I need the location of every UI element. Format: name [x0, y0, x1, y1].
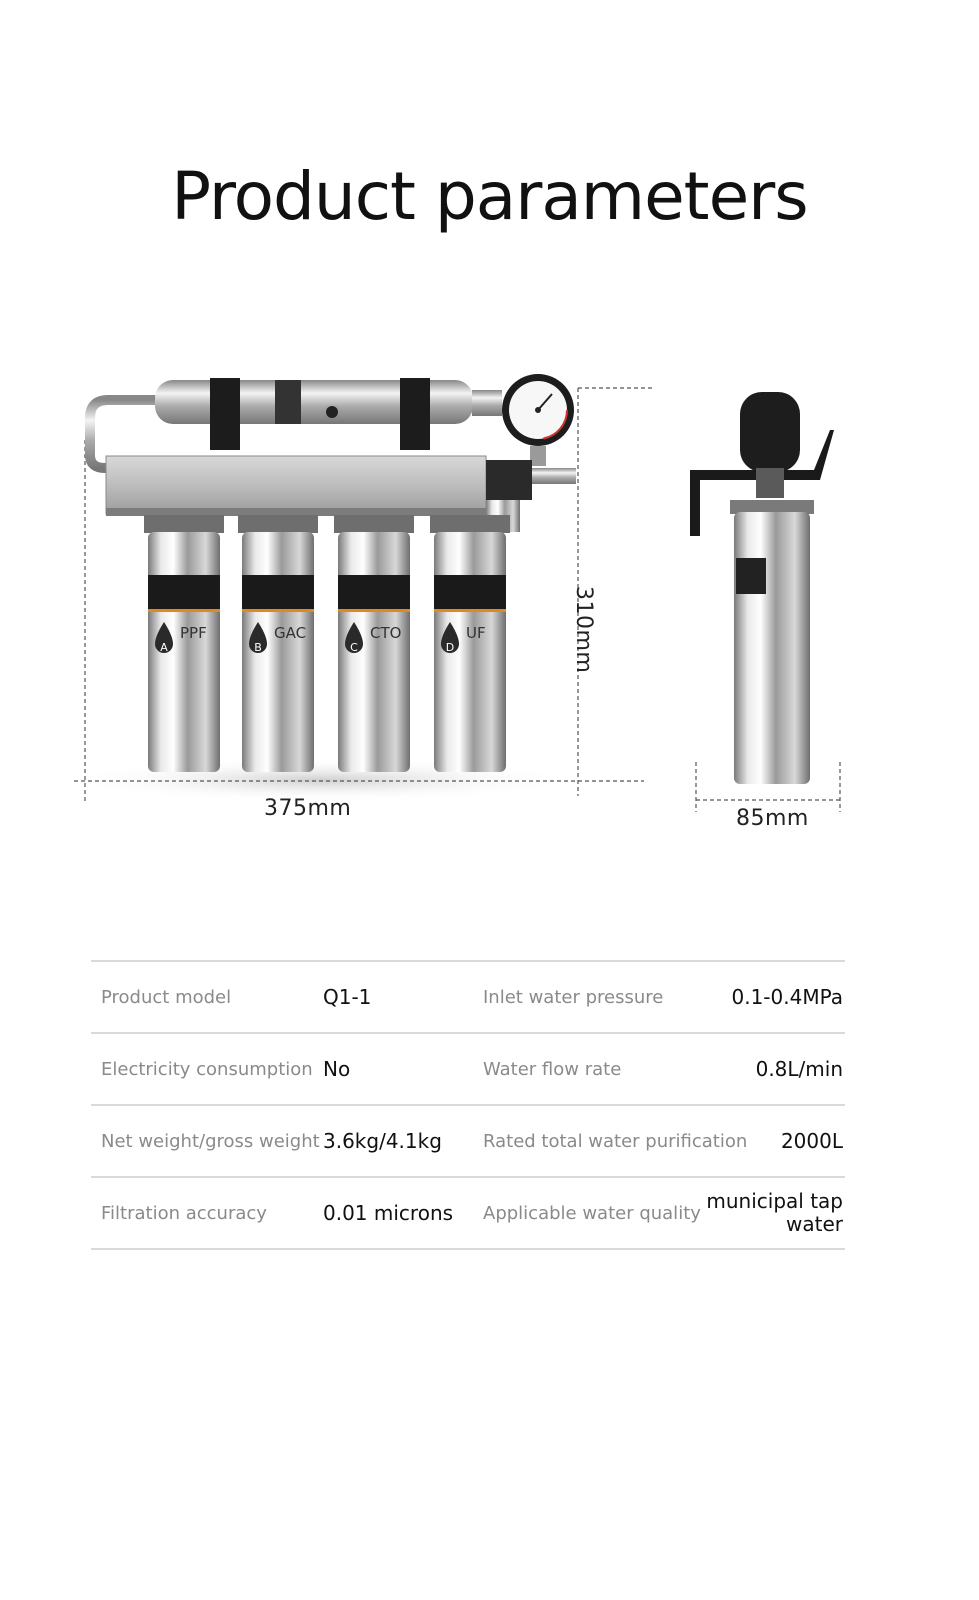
- filter-code: PPF: [180, 624, 207, 642]
- height-dimension: 310mm: [571, 586, 596, 674]
- spec-value: 0.1-0.4MPa: [731, 984, 843, 1009]
- spec-value: 3.6kg/4.1kg: [323, 1129, 442, 1153]
- side-view-unit: [690, 392, 834, 784]
- filter-letter: C: [350, 641, 358, 654]
- width-dimension: 375mm: [264, 796, 352, 821]
- filter-letter: B: [254, 641, 262, 654]
- spec-label: Electricity consumption: [101, 1058, 313, 1080]
- filter-letter: A: [160, 641, 168, 654]
- spec-value: Q1-1: [323, 985, 372, 1009]
- spec-value: 0.8L/min: [755, 1056, 843, 1081]
- spec-value: 2000L: [780, 1128, 843, 1153]
- spec-value: No: [323, 1057, 351, 1081]
- spec-table: [91, 960, 845, 1250]
- spec-label: Product model: [101, 986, 232, 1008]
- manifold-plate: [106, 456, 486, 514]
- spec-label: Inlet water pressure: [483, 986, 664, 1008]
- table-row: [91, 961, 845, 1033]
- valve-block: [486, 460, 532, 500]
- filter-code: CTO: [370, 624, 402, 642]
- spec-value: municipal tap water: [706, 1189, 843, 1236]
- spec-label: Filtration accuracy: [101, 1202, 267, 1224]
- table-row: [91, 1033, 845, 1105]
- spec-label: Net weight/gross weight: [101, 1130, 320, 1152]
- filter-letter: D: [445, 641, 455, 654]
- spec-label: Applicable water quality: [483, 1202, 701, 1224]
- table-row: [91, 1105, 845, 1177]
- spec-value: 0.01 microns: [323, 1201, 454, 1225]
- depth-dimension: 85mm: [736, 806, 809, 831]
- page-title: Product parameters: [171, 158, 808, 235]
- filter-code: GAC: [274, 624, 307, 642]
- top-clip-left: [210, 378, 240, 450]
- filter-code: UF: [466, 624, 486, 642]
- product-figure: [40, 360, 940, 860]
- product-illustration: [40, 360, 940, 860]
- table-row: [91, 1177, 845, 1249]
- spec-label: Rated total water purification: [483, 1130, 748, 1152]
- top-clip-right: [400, 378, 430, 450]
- spec-label: Water flow rate: [483, 1058, 622, 1080]
